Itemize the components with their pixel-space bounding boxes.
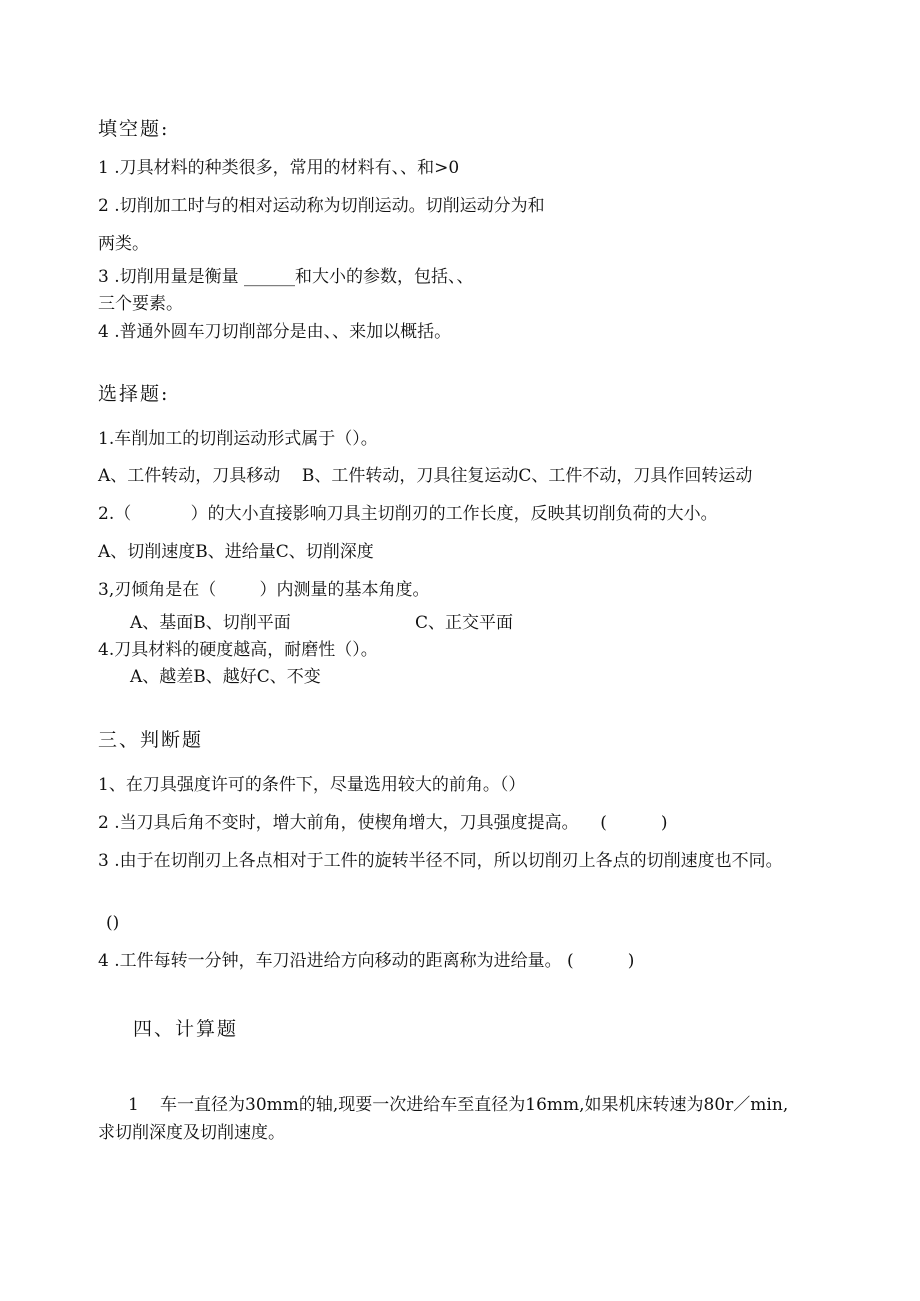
calc-question-1-number: 1 (128, 1095, 139, 1115)
choice-question-3: 3,刃倾角是在（ ）内测量的基本角度。 (98, 580, 430, 600)
judge-question-3-paren: () (106, 913, 120, 933)
calc-question-1-cont: 求切削深度及切削速度。 (98, 1123, 285, 1143)
choice-question-4: 4.刀具材料的硬度越高，耐磨性（）。 (98, 640, 378, 660)
fill-question-3-cont: 三个要素。 (98, 294, 183, 314)
judge-question-3: 3 .由于在切削刃上各点相对于工件的旋转半径不同，所以切削刃上各点的切削速度也不同。 (98, 851, 783, 871)
fill-question-1: 1 .刀具材料的种类很多，常用的材料有、、和>0 (98, 158, 460, 178)
calc-heading: 四、计算题 (133, 1018, 239, 1040)
fill-question-3: 3 .切削用量是衡量 ______和大小的参数，包括、、 (98, 267, 474, 287)
judge-question-1: 1、在刀具强度许可的条件下，尽量选用较大的前角。（） (98, 775, 526, 795)
fill-heading: 填空题: (98, 118, 170, 140)
choice-heading: 选择题: (98, 383, 170, 405)
judge-question-4: 4 .工件每转一分钟，车刀沿进给方向移动的距离称为进给量。 ( ) (98, 951, 635, 971)
choice-question-1-options: A、工件转动，刀具移动 B、工件转动，刀具往复运动C、工件不动，刀具作回转运动 (98, 466, 753, 486)
judge-heading: 三、判断题 (98, 729, 204, 751)
fill-question-4: 4 .普通外圆车刀切削部分是由、、来加以概括。 (98, 322, 452, 342)
choice-question-4-options: A、越差B、越好C、不变 (130, 667, 321, 687)
choice-question-3-option-c: C、正交平面 (415, 613, 514, 633)
choice-question-3-options: A、基面B、切削平面 (130, 613, 291, 633)
choice-question-2-options: A、切削速度B、进给量C、切削深度 (98, 542, 374, 562)
judge-question-2: 2 .当刀具后角不变时，增大前角，使楔角增大，刀具强度提高。 ( ) (98, 813, 668, 833)
fill-question-2: 2 .切削加工时与的相对运动称为切削运动。切削运动分为和 (98, 196, 545, 216)
fill-question-2-cont: 两类。 (98, 234, 149, 254)
choice-question-2: 2.（ ）的大小直接影响刀具主切削刃的工作长度，反映其切削负荷的大小。 (98, 504, 718, 524)
calc-question-1: 车一直径为30mm的轴,现要一次进给车至直径为16mm,如果机床转速为80r／min, (160, 1095, 789, 1115)
choice-question-1: 1.车削加工的切削运动形式属于（）。 (98, 429, 378, 449)
